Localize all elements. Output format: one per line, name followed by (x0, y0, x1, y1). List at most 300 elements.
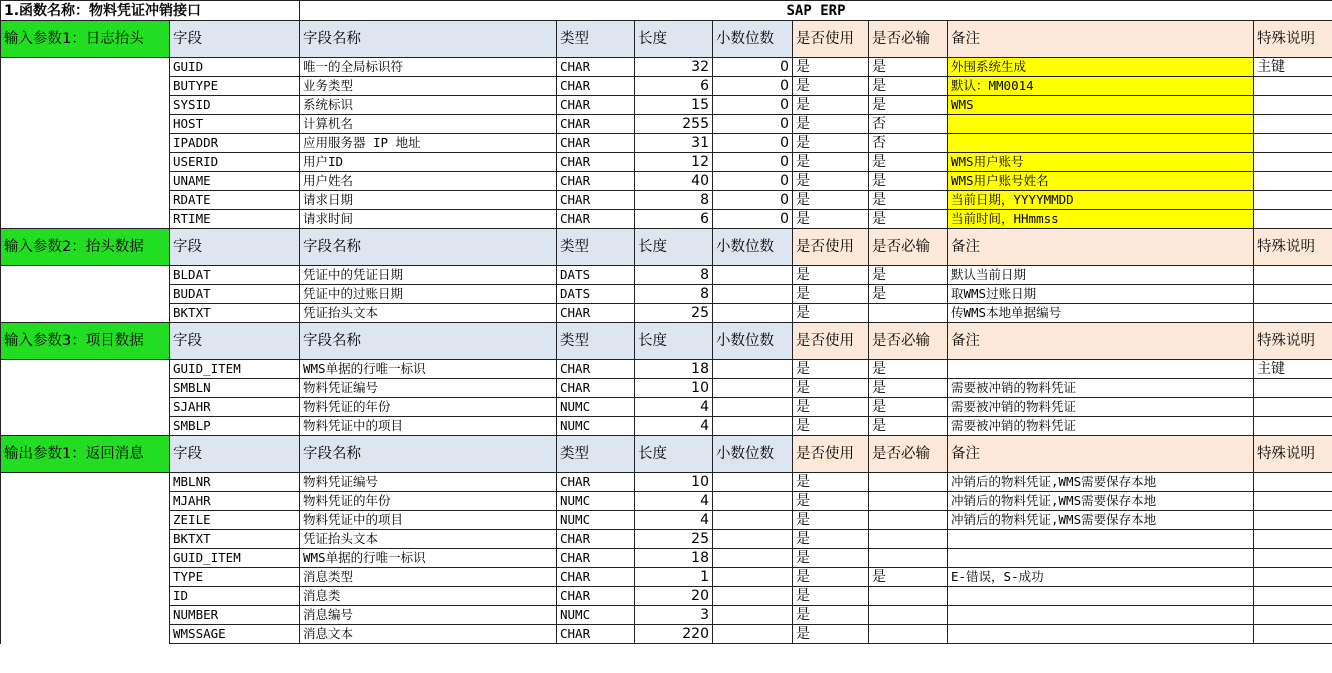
table-row (1, 191, 1332, 210)
cell-remark: 需要被冲销的物料凭证 (948, 417, 1254, 436)
cell-length: 15 (635, 96, 713, 115)
cell-length: 31 (635, 134, 713, 153)
cell-decimals: 0 (713, 172, 793, 191)
column-header-field: 字段 (170, 229, 300, 266)
cell-required (869, 549, 948, 568)
cell-name: 物料凭证编号 (300, 473, 557, 492)
table-row (1, 77, 1332, 96)
column-header-remark: 备注 (948, 323, 1254, 360)
cell-special: 主键 (1254, 360, 1332, 379)
row-spacer-cell (1, 77, 170, 96)
cell-required (869, 492, 948, 511)
cell-special (1254, 379, 1332, 398)
cell-name: 应用服务器 IP 地址 (300, 134, 557, 153)
cell-special (1254, 153, 1332, 172)
cell-type: NUMC (557, 511, 635, 530)
cell-decimals (713, 360, 793, 379)
cell-used: 是 (793, 511, 869, 530)
cell-field: GUID_ITEM (170, 549, 300, 568)
cell-required: 是 (869, 96, 948, 115)
cell-special (1254, 417, 1332, 436)
cell-name: 系统标识 (300, 96, 557, 115)
cell-used: 是 (793, 285, 869, 304)
column-header-used: 是否使用 (793, 229, 869, 266)
cell-used: 是 (793, 360, 869, 379)
column-header-used: 是否使用 (793, 323, 869, 360)
section-label: 输出参数1：返回消息 (1, 436, 170, 473)
cell-field: USERID (170, 153, 300, 172)
cell-decimals (713, 606, 793, 625)
row-spacer-cell (1, 266, 170, 285)
table-row (1, 587, 1332, 606)
cell-special (1254, 530, 1332, 549)
cell-used: 是 (793, 191, 869, 210)
row-spacer-cell (1, 134, 170, 153)
cell-remark: E-错误，S-成功 (948, 568, 1254, 587)
cell-field: IPADDR (170, 134, 300, 153)
cell-required (869, 304, 948, 323)
cell-type: CHAR (557, 587, 635, 606)
table-row (1, 134, 1332, 153)
cell-type: CHAR (557, 360, 635, 379)
cell-field: SMBLP (170, 417, 300, 436)
cell-name: 唯一的全局标识符 (300, 58, 557, 77)
table-row (1, 172, 1332, 191)
cell-special (1254, 191, 1332, 210)
cell-special (1254, 398, 1332, 417)
table-row (1, 398, 1332, 417)
cell-used: 是 (793, 96, 869, 115)
cell-required: 是 (869, 191, 948, 210)
cell-field: UNAME (170, 172, 300, 191)
column-header-special: 特殊说明 (1254, 21, 1332, 58)
cell-required: 是 (869, 153, 948, 172)
column-header-type: 类型 (557, 21, 635, 58)
title-row (1, 1, 1332, 21)
cell-name: 物料凭证中的项目 (300, 511, 557, 530)
column-header-length: 长度 (635, 229, 713, 266)
cell-name: 凭证抬头文本 (300, 530, 557, 549)
column-header-special: 特殊说明 (1254, 229, 1332, 266)
cell-length: 10 (635, 473, 713, 492)
row-spacer-cell (1, 360, 170, 379)
cell-type: NUMC (557, 492, 635, 511)
cell-remark: 冲销后的物料凭证,WMS需要保存本地 (948, 492, 1254, 511)
row-spacer-cell (1, 473, 170, 492)
cell-special (1254, 549, 1332, 568)
column-header-name: 字段名称 (300, 323, 557, 360)
cell-required: 是 (869, 285, 948, 304)
cell-required: 是 (869, 398, 948, 417)
cell-type: DATS (557, 285, 635, 304)
cell-type: CHAR (557, 379, 635, 398)
cell-used: 是 (793, 606, 869, 625)
column-header-length: 长度 (635, 323, 713, 360)
cell-name: 消息编号 (300, 606, 557, 625)
column-header-decimals: 小数位数 (713, 436, 793, 473)
cell-required: 是 (869, 172, 948, 191)
cell-special (1254, 134, 1332, 153)
cell-remark: WMS用户账号姓名 (948, 172, 1254, 191)
cell-decimals (713, 511, 793, 530)
cell-field: GUID (170, 58, 300, 77)
table-row (1, 115, 1332, 134)
table-row (1, 492, 1332, 511)
section-header-row (1, 229, 1332, 266)
cell-name: 物料凭证的年份 (300, 492, 557, 511)
cell-decimals (713, 304, 793, 323)
cell-decimals (713, 266, 793, 285)
cell-length: 32 (635, 58, 713, 77)
cell-special (1254, 285, 1332, 304)
cell-length: 18 (635, 360, 713, 379)
cell-special (1254, 115, 1332, 134)
cell-required: 是 (869, 58, 948, 77)
cell-decimals (713, 568, 793, 587)
cell-length: 8 (635, 191, 713, 210)
function-title: 1.函数名称：物料凭证冲销接口 (1, 1, 300, 21)
cell-field: MJAHR (170, 492, 300, 511)
cell-decimals (713, 625, 793, 644)
column-header-decimals: 小数位数 (713, 323, 793, 360)
cell-remark (948, 587, 1254, 606)
cell-type: CHAR (557, 625, 635, 644)
table-row (1, 511, 1332, 530)
row-spacer-cell (1, 191, 170, 210)
cell-length: 25 (635, 530, 713, 549)
column-header-field: 字段 (170, 323, 300, 360)
system-label: SAP ERP (300, 1, 1332, 21)
cell-name: 计算机名 (300, 115, 557, 134)
row-spacer-cell (1, 511, 170, 530)
cell-decimals (713, 549, 793, 568)
row-spacer-cell (1, 568, 170, 587)
cell-required: 是 (869, 379, 948, 398)
cell-used: 是 (793, 172, 869, 191)
cell-length: 8 (635, 266, 713, 285)
cell-remark: 默认当前日期 (948, 266, 1254, 285)
cell-used: 是 (793, 58, 869, 77)
cell-type: CHAR (557, 153, 635, 172)
section-header-row (1, 436, 1332, 473)
cell-type: NUMC (557, 398, 635, 417)
row-spacer-cell (1, 285, 170, 304)
cell-required: 是 (869, 210, 948, 229)
cell-remark: 传WMS本地单据编号 (948, 304, 1254, 323)
cell-type: CHAR (557, 530, 635, 549)
cell-remark (948, 134, 1254, 153)
cell-decimals: 0 (713, 115, 793, 134)
cell-special: 主键 (1254, 58, 1332, 77)
cell-field: HOST (170, 115, 300, 134)
column-header-decimals: 小数位数 (713, 21, 793, 58)
section-header-row (1, 21, 1332, 58)
row-spacer-cell (1, 96, 170, 115)
cell-field: WMSSAGE (170, 625, 300, 644)
cell-used: 是 (793, 153, 869, 172)
cell-required: 是 (869, 568, 948, 587)
cell-type: CHAR (557, 473, 635, 492)
column-header-required: 是否必输 (869, 323, 948, 360)
cell-decimals: 0 (713, 191, 793, 210)
table-row (1, 606, 1332, 625)
cell-name: 用户姓名 (300, 172, 557, 191)
cell-length: 12 (635, 153, 713, 172)
cell-length: 220 (635, 625, 713, 644)
cell-remark (948, 115, 1254, 134)
table-row (1, 210, 1332, 229)
column-header-name: 字段名称 (300, 229, 557, 266)
row-spacer-cell (1, 172, 170, 191)
column-header-special: 特殊说明 (1254, 323, 1332, 360)
row-spacer-cell (1, 115, 170, 134)
cell-field: SMBLN (170, 379, 300, 398)
cell-length: 255 (635, 115, 713, 134)
table-row (1, 549, 1332, 568)
cell-length: 4 (635, 398, 713, 417)
cell-used: 是 (793, 134, 869, 153)
cell-remark: 当前时间，HHmmss (948, 210, 1254, 229)
cell-field: MBLNR (170, 473, 300, 492)
table-row (1, 379, 1332, 398)
cell-name: 物料凭证中的项目 (300, 417, 557, 436)
row-spacer-cell (1, 549, 170, 568)
cell-length: 4 (635, 492, 713, 511)
cell-used: 是 (793, 210, 869, 229)
cell-length: 4 (635, 417, 713, 436)
section-label: 输入参数1：日志抬头 (1, 21, 170, 58)
column-header-type: 类型 (557, 436, 635, 473)
column-header-used: 是否使用 (793, 21, 869, 58)
cell-length: 8 (635, 285, 713, 304)
table-row (1, 473, 1332, 492)
cell-type: DATS (557, 266, 635, 285)
column-header-required: 是否必输 (869, 21, 948, 58)
column-header-field: 字段 (170, 21, 300, 58)
cell-remark: 需要被冲销的物料凭证 (948, 398, 1254, 417)
section-header-row (1, 323, 1332, 360)
table-row (1, 285, 1332, 304)
cell-decimals: 0 (713, 96, 793, 115)
row-spacer-cell (1, 58, 170, 77)
cell-name: WMS单据的行唯一标识 (300, 549, 557, 568)
cell-field: ID (170, 587, 300, 606)
cell-special (1254, 511, 1332, 530)
cell-remark: 取WMS过账日期 (948, 285, 1254, 304)
cell-used: 是 (793, 587, 869, 606)
cell-decimals: 0 (713, 77, 793, 96)
cell-used: 是 (793, 266, 869, 285)
cell-special (1254, 492, 1332, 511)
cell-decimals (713, 473, 793, 492)
row-spacer-cell (1, 625, 170, 644)
cell-special (1254, 96, 1332, 115)
cell-remark (948, 530, 1254, 549)
cell-special (1254, 473, 1332, 492)
row-spacer-cell (1, 587, 170, 606)
cell-field: RTIME (170, 210, 300, 229)
cell-required (869, 625, 948, 644)
cell-special (1254, 568, 1332, 587)
row-spacer-cell (1, 606, 170, 625)
cell-special (1254, 606, 1332, 625)
cell-remark: 默认：MM0014 (948, 77, 1254, 96)
column-header-type: 类型 (557, 229, 635, 266)
cell-remark: 外围系统生成 (948, 58, 1254, 77)
cell-decimals (713, 285, 793, 304)
cell-special (1254, 266, 1332, 285)
cell-required: 是 (869, 77, 948, 96)
cell-remark: WMS (948, 96, 1254, 115)
cell-decimals: 0 (713, 210, 793, 229)
cell-used: 是 (793, 304, 869, 323)
cell-type: CHAR (557, 568, 635, 587)
cell-field: SYSID (170, 96, 300, 115)
row-spacer-cell (1, 153, 170, 172)
column-header-remark: 备注 (948, 436, 1254, 473)
cell-required (869, 606, 948, 625)
cell-name: 物料凭证编号 (300, 379, 557, 398)
cell-decimals (713, 530, 793, 549)
cell-used: 是 (793, 549, 869, 568)
cell-type: CHAR (557, 172, 635, 191)
section-label: 输入参数3：项目数据 (1, 323, 170, 360)
cell-remark: 冲销后的物料凭证,WMS需要保存本地 (948, 473, 1254, 492)
table-row (1, 58, 1332, 77)
row-spacer-cell (1, 398, 170, 417)
cell-required (869, 511, 948, 530)
cell-field: BKTXT (170, 304, 300, 323)
cell-used: 是 (793, 379, 869, 398)
cell-name: 消息类型 (300, 568, 557, 587)
cell-decimals (713, 492, 793, 511)
table-row (1, 417, 1332, 436)
cell-type: CHAR (557, 77, 635, 96)
cell-field: RDATE (170, 191, 300, 210)
cell-field: SJAHR (170, 398, 300, 417)
cell-length: 25 (635, 304, 713, 323)
cell-name: 业务类型 (300, 77, 557, 96)
cell-name: 请求时间 (300, 210, 557, 229)
cell-type: CHAR (557, 96, 635, 115)
cell-used: 是 (793, 77, 869, 96)
cell-name: 物料凭证的年份 (300, 398, 557, 417)
table-row (1, 266, 1332, 285)
cell-special (1254, 304, 1332, 323)
cell-remark (948, 360, 1254, 379)
cell-field: NUMBER (170, 606, 300, 625)
cell-decimals (713, 398, 793, 417)
cell-required (869, 587, 948, 606)
cell-name: 消息文本 (300, 625, 557, 644)
cell-required: 否 (869, 115, 948, 134)
cell-length: 20 (635, 587, 713, 606)
cell-name: 凭证中的过账日期 (300, 285, 557, 304)
cell-field: BUTYPE (170, 77, 300, 96)
cell-decimals (713, 587, 793, 606)
cell-used: 是 (793, 417, 869, 436)
cell-remark: 冲销后的物料凭证,WMS需要保存本地 (948, 511, 1254, 530)
column-header-required: 是否必输 (869, 229, 948, 266)
cell-used: 是 (793, 115, 869, 134)
column-header-length: 长度 (635, 21, 713, 58)
column-header-name: 字段名称 (300, 436, 557, 473)
cell-type: CHAR (557, 58, 635, 77)
column-header-name: 字段名称 (300, 21, 557, 58)
cell-length: 10 (635, 379, 713, 398)
row-spacer-cell (1, 379, 170, 398)
cell-decimals (713, 379, 793, 398)
cell-remark: WMS用户账号 (948, 153, 1254, 172)
cell-remark: 需要被冲销的物料凭证 (948, 379, 1254, 398)
cell-used: 是 (793, 568, 869, 587)
table-row (1, 568, 1332, 587)
column-header-required: 是否必输 (869, 436, 948, 473)
cell-name: 凭证抬头文本 (300, 304, 557, 323)
cell-decimals (713, 417, 793, 436)
cell-field: ZEILE (170, 511, 300, 530)
cell-used: 是 (793, 398, 869, 417)
cell-length: 40 (635, 172, 713, 191)
table-row (1, 153, 1332, 172)
table-row (1, 360, 1332, 379)
column-header-type: 类型 (557, 323, 635, 360)
cell-type: NUMC (557, 417, 635, 436)
cell-special (1254, 210, 1332, 229)
cell-length: 18 (635, 549, 713, 568)
cell-name: 请求日期 (300, 191, 557, 210)
cell-length: 4 (635, 511, 713, 530)
cell-used: 是 (793, 473, 869, 492)
cell-field: TYPE (170, 568, 300, 587)
table-row (1, 304, 1332, 323)
cell-name: 凭证中的凭证日期 (300, 266, 557, 285)
cell-length: 6 (635, 210, 713, 229)
cell-remark (948, 549, 1254, 568)
column-header-field: 字段 (170, 436, 300, 473)
cell-type: CHAR (557, 304, 635, 323)
row-spacer-cell (1, 417, 170, 436)
cell-length: 1 (635, 568, 713, 587)
cell-remark (948, 606, 1254, 625)
cell-required (869, 530, 948, 549)
column-header-decimals: 小数位数 (713, 229, 793, 266)
cell-used: 是 (793, 530, 869, 549)
cell-type: CHAR (557, 210, 635, 229)
column-header-used: 是否使用 (793, 436, 869, 473)
cell-name: 用户ID (300, 153, 557, 172)
cell-required: 是 (869, 266, 948, 285)
cell-type: NUMC (557, 606, 635, 625)
cell-required: 是 (869, 417, 948, 436)
cell-field: GUID_ITEM (170, 360, 300, 379)
column-header-length: 长度 (635, 436, 713, 473)
cell-field: BUDAT (170, 285, 300, 304)
cell-length: 6 (635, 77, 713, 96)
cell-field: BKTXT (170, 530, 300, 549)
cell-remark (948, 625, 1254, 644)
cell-special (1254, 625, 1332, 644)
cell-type: CHAR (557, 134, 635, 153)
cell-used: 是 (793, 625, 869, 644)
cell-required (869, 473, 948, 492)
table-row (1, 96, 1332, 115)
row-spacer-cell (1, 530, 170, 549)
row-spacer-cell (1, 210, 170, 229)
cell-type: CHAR (557, 191, 635, 210)
column-header-remark: 备注 (948, 229, 1254, 266)
cell-decimals: 0 (713, 134, 793, 153)
